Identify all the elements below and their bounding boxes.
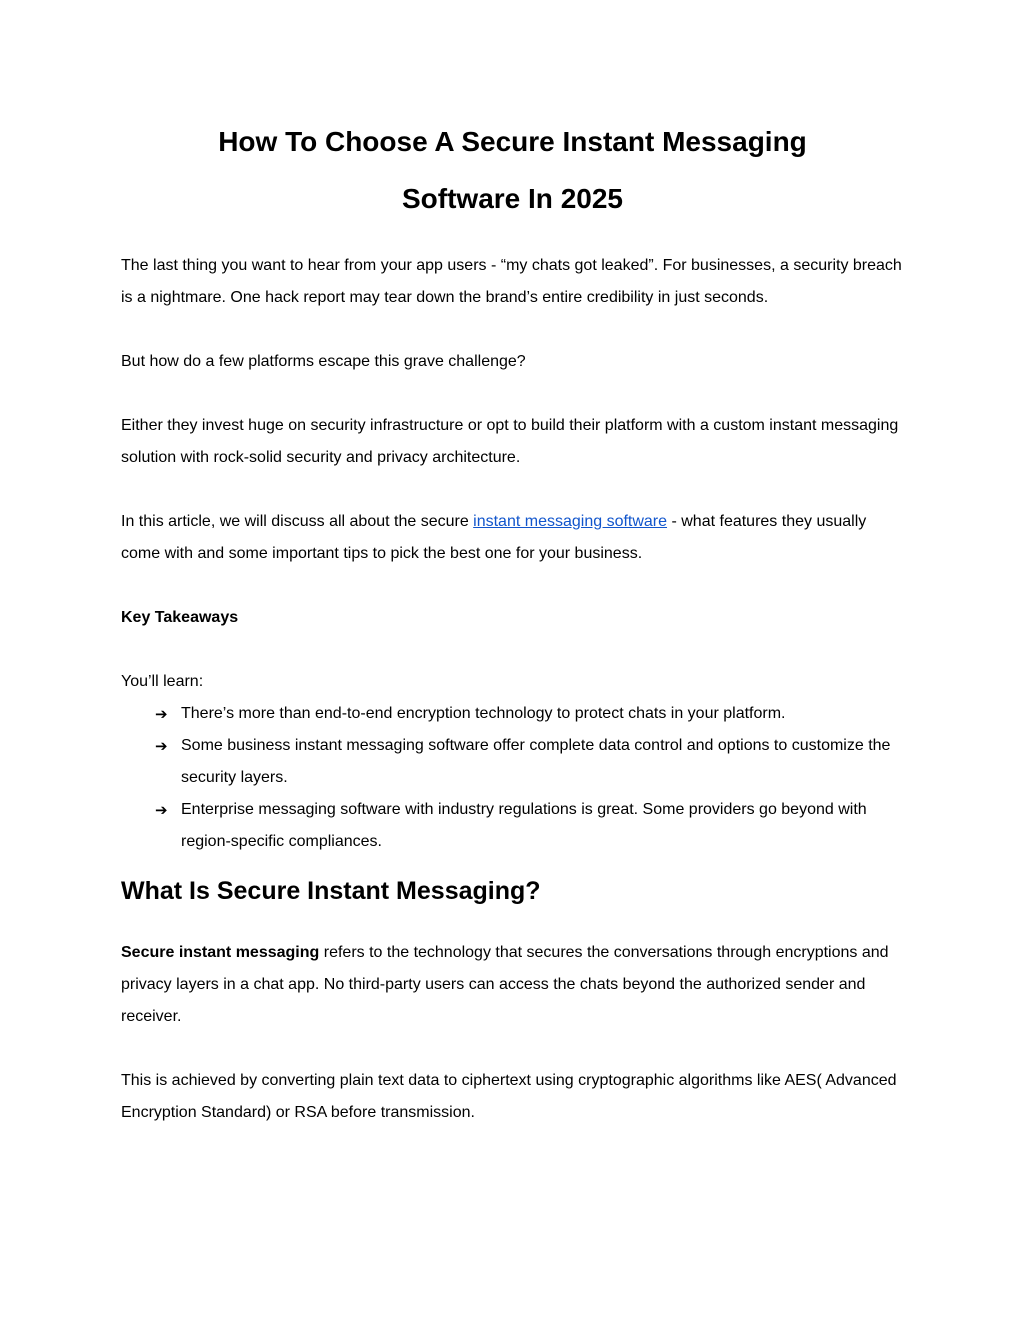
section-paragraph-1-bold-lead: Secure instant messaging xyxy=(121,944,320,961)
intro-paragraph-3: Either they invest huge on security infrastructure or opt to build their platform with a custom instant messaging solution with rock-solid security and privacy architecture. xyxy=(121,417,899,466)
intro-paragraph-1: The last thing you want to hear from your app users - “my chats got leaked”. For businesses, a security breach is a nightmare. One hack report may tear down the brand’s entire credibility in just seconds. xyxy=(121,257,902,306)
arrow-bullet-icon: ➔ xyxy=(155,801,168,819)
key-takeaways-heading: Key Takeaways xyxy=(121,609,239,626)
arrow-bullet-icon: ➔ xyxy=(155,737,168,755)
section-heading-what-is-secure-instant-messaging: What Is Secure Instant Messaging? xyxy=(121,877,541,905)
takeaway-item-text: There’s more than end-to-end encryption technology to protect chats in your platform. xyxy=(181,705,786,722)
document-title-line2: Software In 2025 xyxy=(402,183,623,214)
intro-paragraph-4-before-link: In this article, we will discuss all about the secure xyxy=(121,513,474,530)
takeaway-list-item xyxy=(121,730,904,794)
takeaway-item-text: Some business instant messaging software offer complete data control and options to customize the security layers. xyxy=(181,737,891,786)
instant-messaging-software-link[interactable]: instant messaging software xyxy=(473,513,668,530)
arrow-bullet-icon: ➔ xyxy=(155,705,168,723)
section-paragraph-2: This is achieved by converting plain text data to ciphertext using cryptographic algorithms like AES( Advanced Encryption Standard) or RSA before transmission. xyxy=(121,1072,897,1121)
document-title xyxy=(121,113,904,227)
takeaway-list-item xyxy=(121,698,904,730)
intro-paragraph-2: But how do a few platforms escape this grave challenge? xyxy=(121,353,526,370)
takeaways-list xyxy=(121,698,904,858)
document-title-line1: How To Choose A Secure Instant Messaging xyxy=(218,126,807,157)
intro-paragraph-4-after-link: - what features they usually come with and some important tips to pick the best one for your business. xyxy=(121,513,867,562)
intro-paragraph-4 xyxy=(121,506,904,570)
takeaway-item-text: Enterprise messaging software with industry regulations is great. Some providers go beyond with region-specific compliances. xyxy=(181,801,867,850)
section-paragraph-1-rest: refers to the technology that secures the conversations through encryptions and privacy layers in a chat app. No third-party users can access the chats beyond the authorized sender and receiver. xyxy=(121,944,889,1025)
section-paragraph-1 xyxy=(121,937,904,1033)
takeaway-list-item xyxy=(121,794,904,858)
youll-learn-lead: You’ll learn: xyxy=(121,673,204,690)
